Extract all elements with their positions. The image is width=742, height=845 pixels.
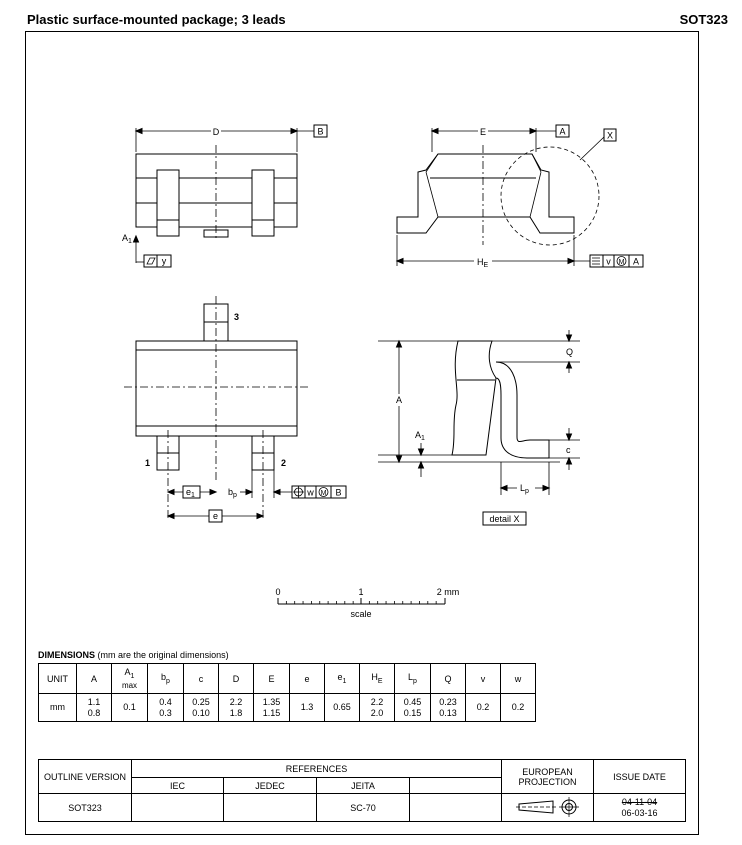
dim-value-cell: 0.2 [466, 694, 501, 722]
dim-value-cell: 0.4 0.3 [148, 694, 184, 722]
tolerance-y-label: y [161, 256, 167, 266]
dimensions-table [38, 663, 536, 722]
detail-X-caption: detail X [489, 514, 520, 524]
dim-e1-label: $e_1$ [186, 487, 195, 499]
projection-header: EUROPEAN PROJECTION [502, 760, 594, 794]
pin-2-label: 2 [281, 458, 287, 468]
scale-bar [275, 587, 459, 619]
dim-A1-label: $A_1$ [122, 233, 132, 245]
issue-date-header: ISSUE DATE [594, 760, 686, 794]
outline-version-value: SOT323 [39, 794, 132, 822]
mmc-symbol-2: M [320, 490, 327, 497]
jeita-value: SC-70 [317, 794, 410, 822]
dim-header-cell: UNIT [39, 664, 77, 694]
dim-header-cell: $b_p$ [148, 664, 184, 694]
datum-B-label: B [317, 126, 324, 137]
dim-value-cell: 0.23 0.13 [431, 694, 466, 722]
bottom-view [124, 296, 346, 522]
dim-value-cell: 2.2 2.0 [360, 694, 395, 722]
references-table [38, 759, 686, 822]
dim-value-cell: mm [39, 694, 77, 722]
dim-value-cell: 0.65 [325, 694, 360, 722]
dim-header-cell: w [501, 664, 536, 694]
issue-date-old: 04-11-04 [621, 796, 658, 807]
datum-ref-B: B [335, 487, 342, 498]
dim-Q-label: Q [566, 347, 574, 357]
scale-label: scale [350, 609, 372, 619]
projection-symbol [502, 794, 594, 822]
dim-value-cell: 0.1 [112, 694, 148, 722]
datum-ref-A: A [632, 256, 640, 267]
dim-value-cell: 1.35 1.15 [254, 694, 290, 722]
dim-header-cell: D [219, 664, 254, 694]
dim-value-cell: 0.45 0.15 [395, 694, 431, 722]
scale-tick-2: 2 mm [436, 587, 460, 597]
jedec-value [224, 794, 317, 822]
detail-view [378, 330, 580, 525]
issue-date-current: 06-03-16 [621, 807, 658, 818]
issue-date-value [594, 794, 686, 822]
dim-e-label: e [212, 511, 219, 521]
pin-1-label: 1 [145, 458, 151, 468]
dim-header-cell: $e_1$ [325, 664, 360, 694]
dim-header-cell: E [254, 664, 290, 694]
empty-ref-value [410, 794, 502, 822]
dim-bp-label: $b_p$ [228, 487, 237, 499]
mmc-symbol: M [618, 259, 625, 266]
jedec-header: JEDEC [224, 778, 317, 794]
datum-A-label: A [559, 126, 566, 137]
side-view [397, 125, 643, 269]
empty-ref-header [410, 778, 502, 794]
dim-header-cell: $L_p$ [395, 664, 431, 694]
outline-version-header: OUTLINE VERSION [39, 760, 132, 794]
iec-header: IEC [132, 778, 224, 794]
dim-header-cell: A [77, 664, 112, 694]
dim-header-cell: e [290, 664, 325, 694]
dim-A1-detail-label: $A_1$ [415, 430, 425, 442]
dimensions-title: DIMENSIONS (mm are the original dimensions) [38, 650, 229, 660]
dim-header-cell: $H_E$ [360, 664, 395, 694]
dim-header-cell: $A_1$ max [112, 664, 148, 694]
dim-value-cell: 0.25 0.10 [184, 694, 219, 722]
detail-X-marker: X [606, 130, 614, 141]
iec-value [132, 794, 224, 822]
pin-3-label: 3 [234, 312, 240, 322]
dim-header-cell: c [184, 664, 219, 694]
tolerance-v-label: v [606, 256, 611, 267]
dim-A-label: A [395, 395, 403, 405]
dim-D-label: D [212, 127, 220, 137]
references-header: REFERENCES [132, 760, 502, 778]
dim-value-cell: 1.3 [290, 694, 325, 722]
scale-tick-0: 0 [275, 587, 281, 597]
dim-Lp-label: $L_p$ [520, 483, 529, 495]
dim-E-label: E [479, 127, 487, 137]
dim-value-cell: 0.2 [501, 694, 536, 722]
jeita-header: JEITA [317, 778, 410, 794]
package-code: SOT323 [679, 12, 728, 27]
dim-value-cell: 2.2 1.8 [219, 694, 254, 722]
tolerance-w-label: w [307, 487, 314, 498]
dim-c-label: c [566, 445, 571, 455]
dim-HE-label: $H_E$ [477, 257, 489, 269]
dim-header-cell: Q [431, 664, 466, 694]
dim-header-cell: v [466, 664, 501, 694]
dim-value-cell: 1.1 0.8 [77, 694, 112, 722]
package-title: Plastic surface-mounted package; 3 leads [27, 12, 286, 27]
top-view [122, 125, 327, 267]
scale-tick-1: 1 [358, 587, 364, 597]
